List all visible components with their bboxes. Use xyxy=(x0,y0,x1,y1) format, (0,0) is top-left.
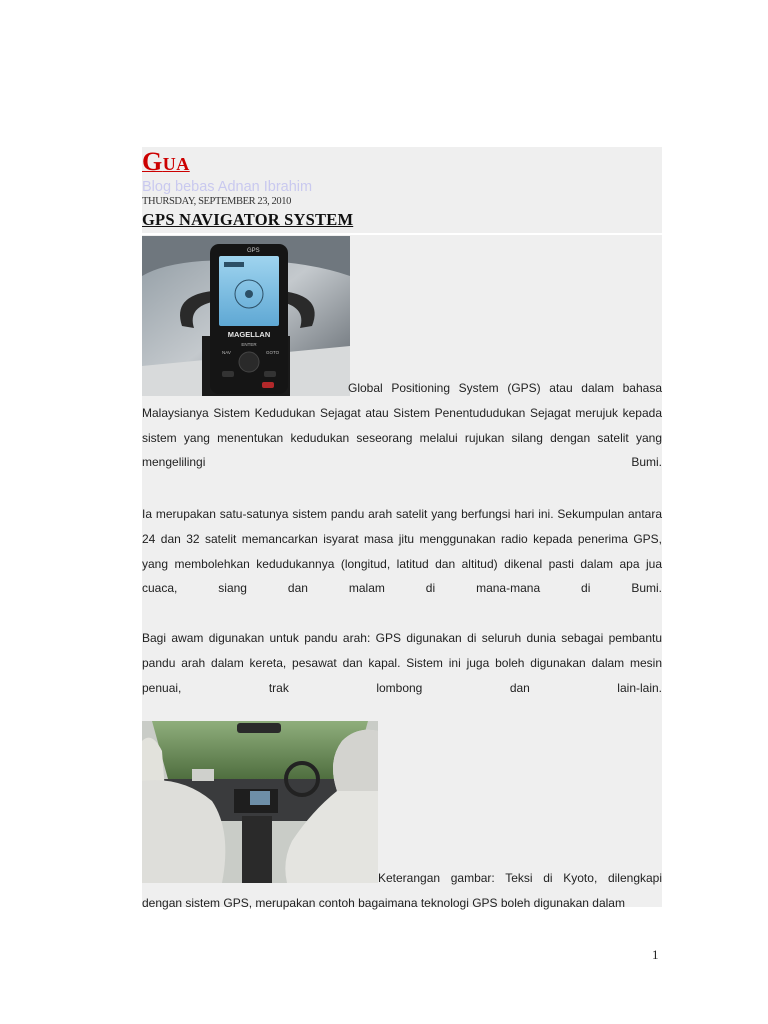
blog-title[interactable]: GUA xyxy=(142,147,190,176)
blog-header xyxy=(142,147,662,233)
device-screen-logo: GPS xyxy=(247,248,260,254)
header-divider xyxy=(142,233,662,235)
photo-caption: Keterangan gambar: Teksi di Kyoto, dilengkapi dengan sistem GPS, merupakan contoh bagaimana teknologi GPS boleh digunakan dalam xyxy=(142,871,662,910)
taxi-interior-photo xyxy=(142,721,378,883)
blog-subtitle: Blog bebas Adnan Ibrahim xyxy=(142,179,313,195)
article-paragraph: Bagi awam digunakan untuk pandu arah: GPS digunakan di seluruh dunia sebagai pembantu pandu arah dalam kereta, pesawat dan kapal. Sistem ini juga boleh digunakan dalam mesin penuai, trak lombong dan lain-lain. xyxy=(142,631,662,695)
gps-device-photo xyxy=(142,236,350,396)
device-enter-label: ENTER xyxy=(241,342,257,347)
device-brand-label: MAGELLAN xyxy=(227,330,271,339)
article-paragraph: Global Positioning System (GPS) atau dalam bahasa Malaysianya Sistem Kedudukan Sejagat atau Sistem Penentududukan Sejagat merujuk kepada sistem yang menentukan kedudukan seseorang melalui rujukan silang dengan satelit yang mengelilingi Bumi. xyxy=(142,381,662,470)
document-page xyxy=(142,147,662,910)
article-paragraph: Ia merupakan satu-satunya sistem pandu arah satelit yang berfungsi hari ini. Sekumpulan antara 24 dan 32 satelit memancarkan isyarat masa jitu menggunakan radio kepada penerima GPS, yang membolehkan kedudukannya (longitud, latitud dan altitud) dikenal pasti dalam apa jua cuaca, siang dan malam di mana-mana di Bumi. xyxy=(142,507,662,596)
device-goto-label: GOTO xyxy=(266,350,280,355)
post-date: THURSDAY, SEPTEMBER 23, 2010 xyxy=(142,196,291,207)
post-title[interactable]: GPS NAVIGATOR SYSTEM xyxy=(142,210,354,229)
device-nav-label: NAV xyxy=(222,350,231,355)
page-number: 1 xyxy=(652,947,659,962)
